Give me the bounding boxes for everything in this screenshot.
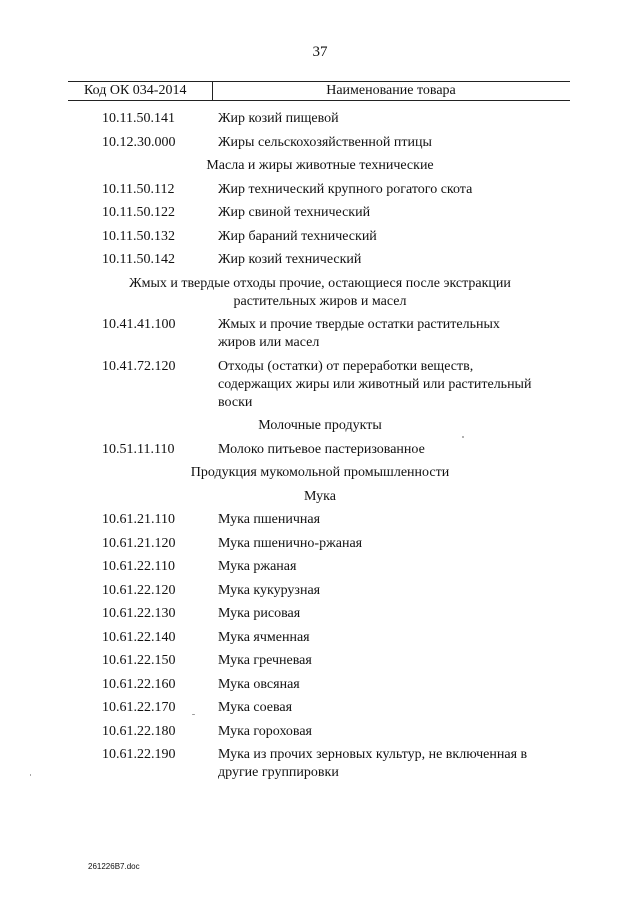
code-column-header: Код ОК 034-2014 xyxy=(84,83,187,98)
table-row xyxy=(0,676,640,694)
product-name xyxy=(218,535,568,553)
section-heading-line: Масла и жиры животные технические xyxy=(206,158,434,173)
section-heading xyxy=(0,417,610,435)
product-name-line: воски xyxy=(218,394,253,410)
table-row xyxy=(0,699,640,717)
product-code: 10.61.22.170 xyxy=(102,700,176,715)
product-name-line: содержащих жиры или животный или растительный xyxy=(218,376,532,392)
section-heading xyxy=(0,488,610,506)
product-name-line: Мука гречневая xyxy=(218,653,312,668)
product-name xyxy=(218,228,568,246)
product-name-line: Отходы (остатки) от переработки веществ, xyxy=(218,358,474,374)
table-row xyxy=(0,358,640,412)
product-name xyxy=(218,511,568,529)
product-name-line: Жир технический крупного рогатого скота xyxy=(218,181,473,197)
product-code: 10.61.22.140 xyxy=(102,629,176,645)
product-name-line: Мука рисовая xyxy=(218,606,301,621)
product-name-line: другие группировки xyxy=(218,765,339,780)
product-name-line: Жмых и прочие твердые остатки растительных xyxy=(218,317,500,332)
product-code: 10.12.30.000 xyxy=(102,134,176,150)
scan-speck xyxy=(30,774,31,776)
table-row xyxy=(0,204,640,222)
product-name-line: Жир свиной технический xyxy=(218,205,371,220)
table-row xyxy=(0,134,640,152)
table-row xyxy=(0,558,640,576)
section-heading xyxy=(0,157,610,175)
table-row xyxy=(0,228,640,246)
table-row xyxy=(0,441,640,459)
product-name xyxy=(218,181,568,199)
name-column-header: Наименование товара xyxy=(326,83,456,98)
section-heading-line: Продукция мукомольной промышленности xyxy=(190,465,450,480)
product-name xyxy=(218,441,568,459)
product-name-line: Мука из прочих зерновых культур, не включенная в xyxy=(218,747,528,762)
product-name-line: Мука кукурузная xyxy=(218,582,321,598)
product-name xyxy=(218,204,568,222)
section-heading-line: Молочные продукты xyxy=(258,418,382,433)
table-body xyxy=(0,110,640,788)
product-name xyxy=(218,605,568,623)
product-name-line: Жир козий технический xyxy=(218,252,362,267)
product-name-line: Молоко питьевое пастеризованное xyxy=(218,441,425,457)
product-code: 10.61.22.180 xyxy=(102,723,176,739)
product-name xyxy=(218,723,568,741)
product-name xyxy=(218,746,568,782)
product-name-line: Жир бараний технический xyxy=(218,228,377,244)
product-code: 10.11.50.142 xyxy=(102,252,175,267)
table-header xyxy=(68,81,570,101)
product-code: 10.61.22.160 xyxy=(102,676,176,692)
table-row xyxy=(0,511,640,529)
product-name xyxy=(218,134,568,152)
product-name-line: Мука овсяная xyxy=(218,676,300,692)
product-code: 10.11.50.132 xyxy=(102,228,175,244)
product-code: 10.51.11.110 xyxy=(102,441,175,457)
product-name xyxy=(218,699,568,717)
product-name xyxy=(218,110,568,128)
product-code: 10.61.21.120 xyxy=(102,535,176,551)
section-heading-line: растительных жиров и масел xyxy=(233,293,407,309)
scan-speck xyxy=(192,714,195,715)
product-name-line: Мука пшеничная xyxy=(218,512,321,527)
product-name xyxy=(218,652,568,670)
product-code: 10.41.41.100 xyxy=(102,317,176,332)
table-row xyxy=(0,723,640,741)
product-name-line: Жир козий пищевой xyxy=(218,111,339,126)
product-name xyxy=(218,629,568,647)
table-row xyxy=(0,629,640,647)
section-heading-line: Жмых и твердые отходы прочие, остающиеся после экстракции xyxy=(129,275,511,291)
section-heading xyxy=(0,464,610,482)
section-heading xyxy=(0,275,610,311)
product-name xyxy=(218,676,568,694)
product-name xyxy=(218,582,568,600)
table-row xyxy=(0,181,640,199)
product-name xyxy=(218,251,568,269)
product-code: 10.61.22.120 xyxy=(102,582,176,598)
product-name xyxy=(218,316,568,352)
product-name-line: Мука гороховая xyxy=(218,723,312,739)
product-name xyxy=(218,558,568,576)
product-name-line: жиров или масел xyxy=(218,335,320,350)
product-name-line: Мука пшенично-ржаная xyxy=(218,535,363,551)
product-name-line: Мука ржаная xyxy=(218,559,297,574)
product-code: 10.41.72.120 xyxy=(102,358,176,374)
product-code: 10.61.22.150 xyxy=(102,653,176,668)
product-code: 10.11.50.112 xyxy=(102,181,175,197)
section-heading-line: Мука xyxy=(304,488,336,504)
table-row xyxy=(0,535,640,553)
product-code: 10.61.22.130 xyxy=(102,606,176,621)
product-name xyxy=(218,358,568,412)
table-row xyxy=(0,582,640,600)
table-row xyxy=(0,110,640,128)
product-code: 10.11.50.122 xyxy=(102,205,175,220)
table-row xyxy=(0,746,640,782)
table-row xyxy=(0,652,640,670)
product-name-line: Мука соевая xyxy=(218,700,293,715)
product-code: 10.11.50.141 xyxy=(102,111,175,126)
page-number: 37 xyxy=(312,44,328,60)
table-row xyxy=(0,605,640,623)
product-code: 10.61.22.110 xyxy=(102,559,175,574)
product-code: 10.61.21.110 xyxy=(102,512,175,527)
table-row xyxy=(0,316,640,352)
product-code: 10.61.22.190 xyxy=(102,747,176,762)
product-name-line: Мука ячменная xyxy=(218,629,310,645)
file-name-footer: 261226B7.doc xyxy=(88,862,140,871)
product-name-line: Жиры сельскохозяйственной птицы xyxy=(218,134,432,150)
table-row xyxy=(0,251,640,269)
scan-speck xyxy=(462,436,464,438)
